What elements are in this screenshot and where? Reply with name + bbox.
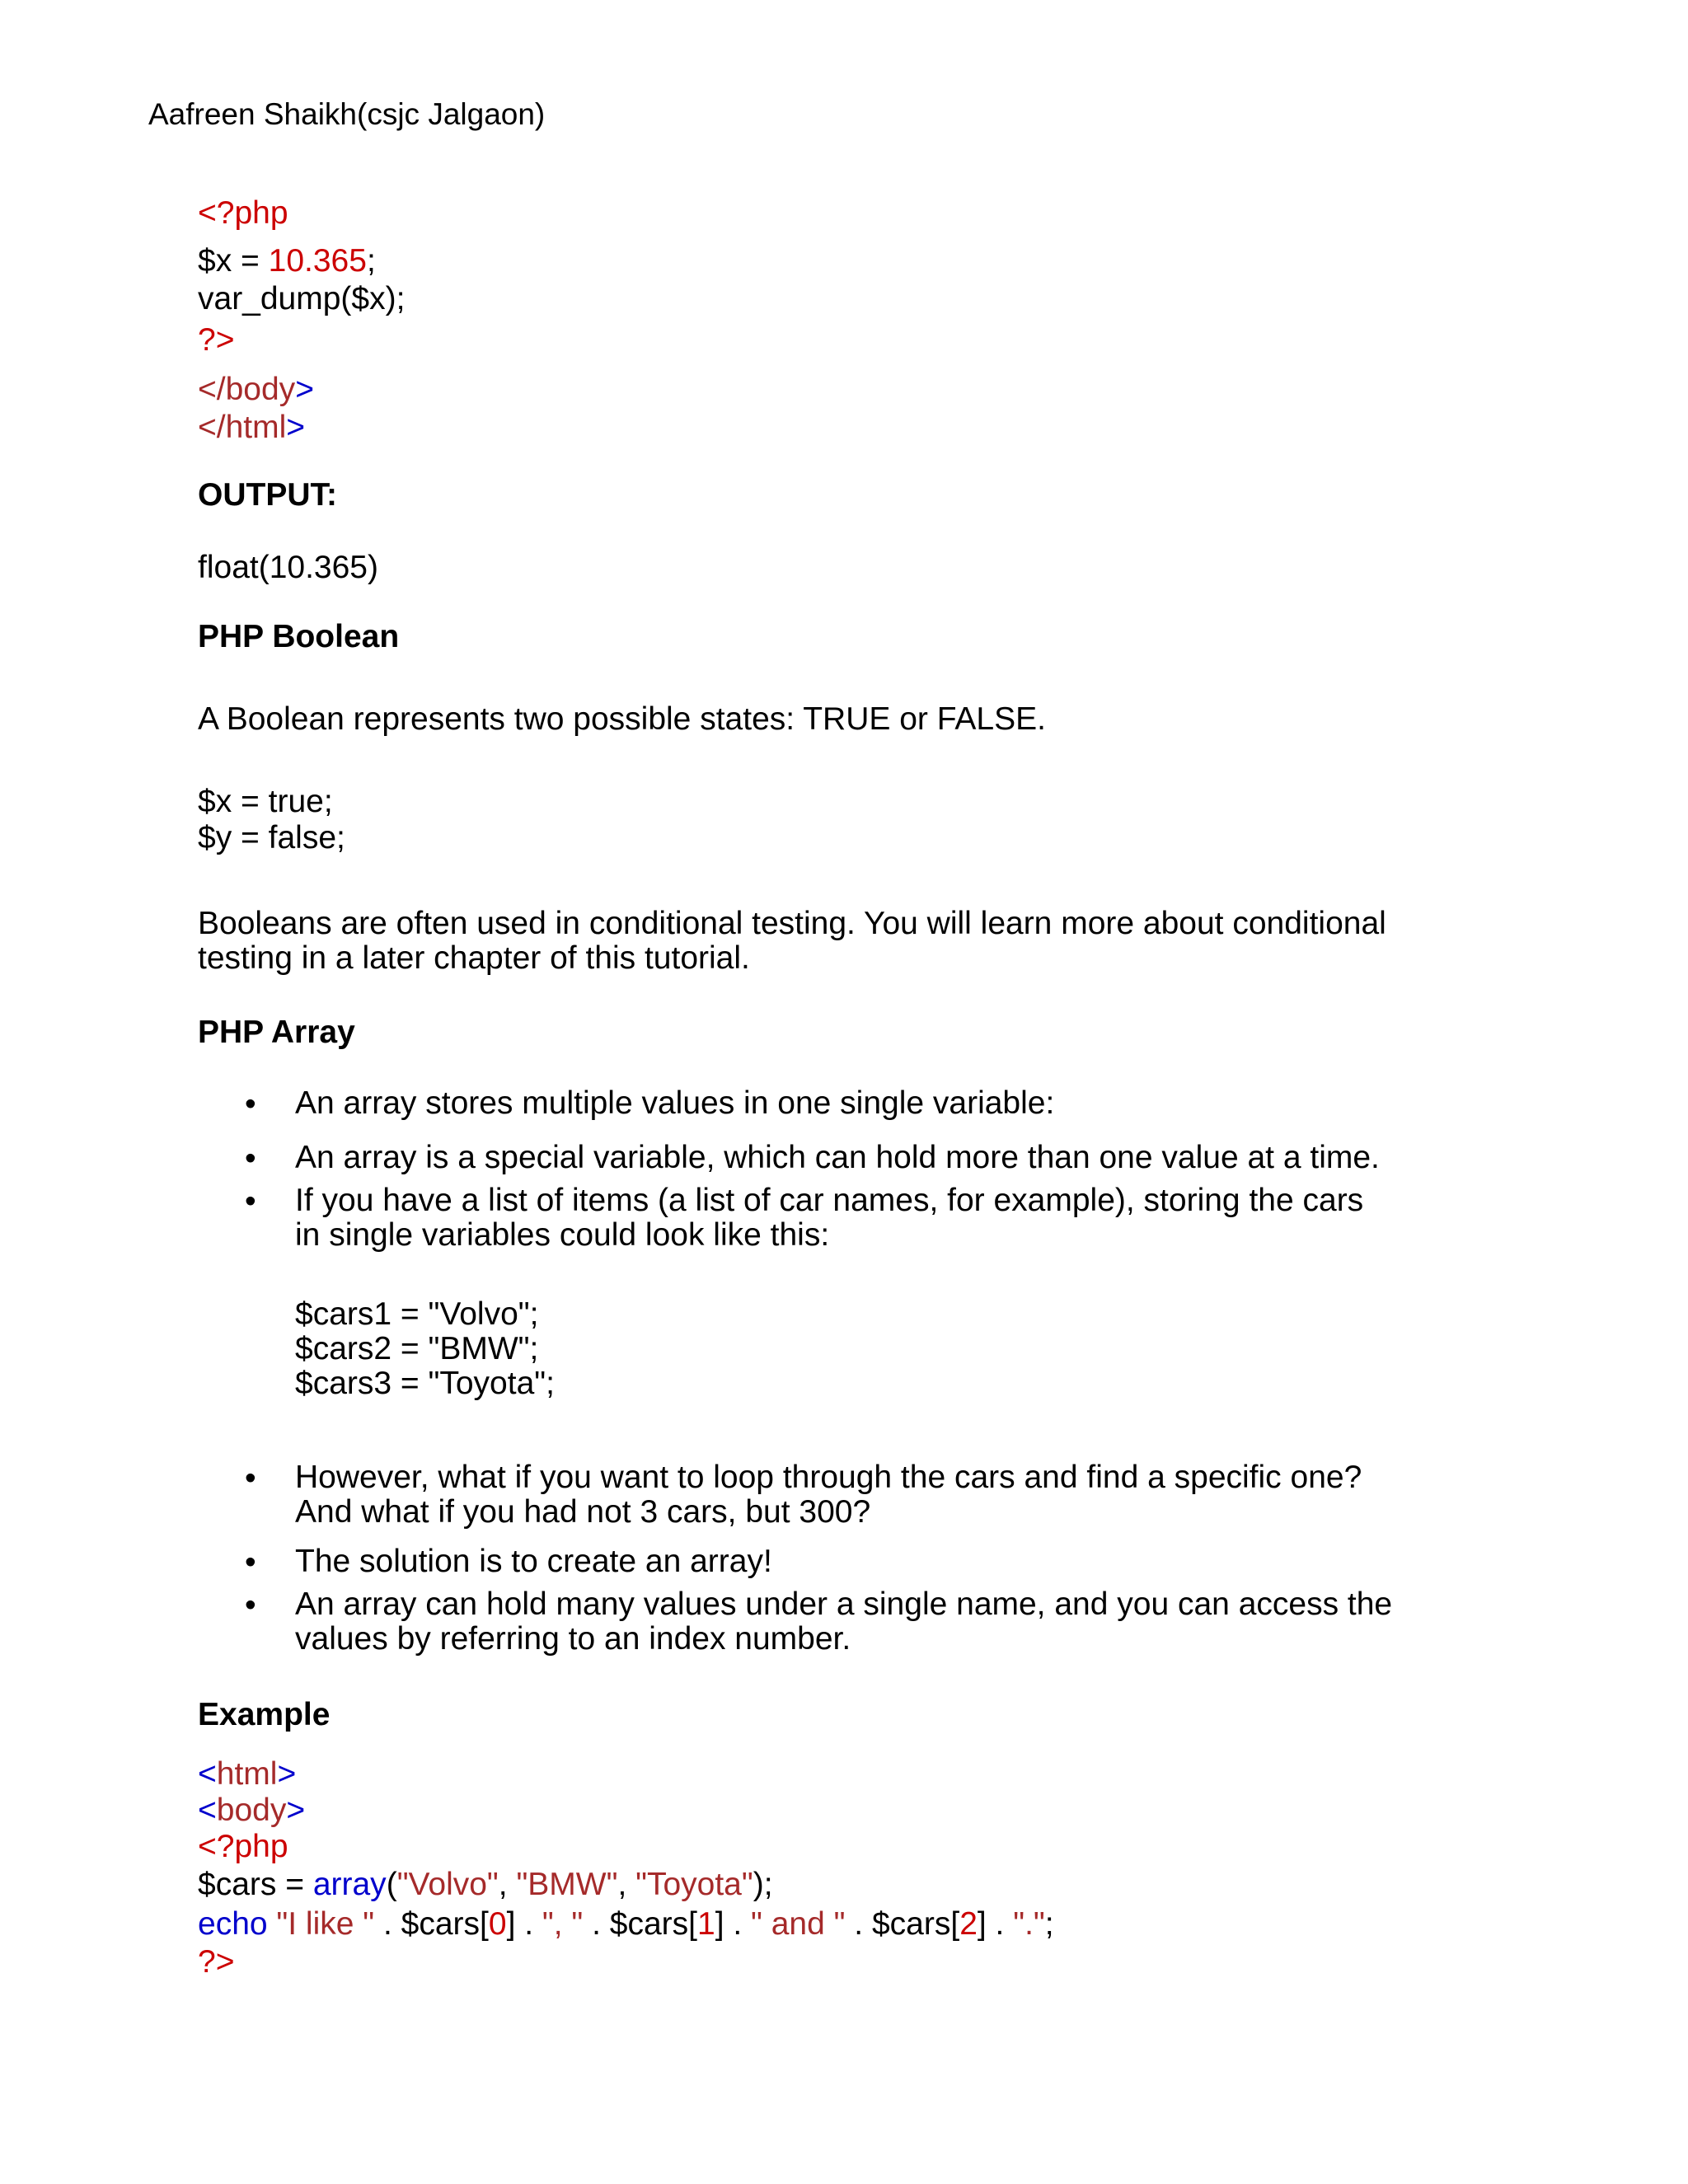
bullet-marker: • (245, 1544, 256, 1580)
code-token: $cars = (198, 1867, 313, 1902)
boolean-code-line: $y = false; (198, 820, 345, 855)
tag-bracket: > (277, 1756, 297, 1792)
tag-bracket: < (198, 1793, 217, 1828)
boolean-note: Booleans are often used in conditional testing. You will learn more about conditional (198, 906, 1386, 941)
code-token: ] . (715, 1906, 752, 1942)
bullet-marker: • (245, 1086, 256, 1122)
code-token: $x = (198, 243, 269, 279)
tag-bracket: > (295, 372, 314, 407)
tag-token: </html (198, 410, 287, 445)
code-token-string: "Toyota" (635, 1867, 753, 1902)
code-token: ); (753, 1867, 773, 1902)
cars-code-line: $cars1 = "Volvo"; (295, 1296, 539, 1332)
code-token-string: "I like " (267, 1906, 375, 1942)
bullet-text: However, what if you want to loop through the cars and find a specific one? (295, 1460, 1362, 1495)
array-heading: PHP Array (198, 1015, 355, 1050)
code-token-function: array (312, 1867, 387, 1902)
code-token: . $cars[ (845, 1906, 960, 1942)
bullet-marker: • (245, 1141, 256, 1176)
code-token-keyword: echo (198, 1906, 268, 1942)
boolean-code-line: $x = true; (198, 784, 333, 819)
php-open-tag: <?php (198, 195, 288, 231)
code-token: ; (366, 243, 376, 279)
tag-token: html (216, 1756, 278, 1792)
bullet-text-continued: values by referring to an index number. (295, 1621, 851, 1657)
bullet-marker: • (245, 1183, 256, 1219)
bullet-text: An array is a special variable, which can hold more than one value at a time. (295, 1140, 1380, 1175)
example-code-echo-line (198, 1907, 1054, 1943)
code-token: ( (386, 1867, 397, 1902)
code-line-x-assign (198, 244, 376, 279)
code-token-string: ", " (542, 1906, 584, 1942)
code-token-number: 10.365 (268, 243, 367, 279)
example-code-body-open (198, 1793, 305, 1829)
code-token-number: 1 (696, 1906, 715, 1942)
tag-bracket: > (286, 410, 306, 445)
tag-bracket: > (286, 1793, 306, 1828)
example-php-open: <?php (198, 1829, 288, 1864)
boolean-note: testing in a later chapter of this tutorial. (198, 940, 750, 976)
code-token-string: "." (1013, 1906, 1045, 1942)
code-token: ] . (506, 1906, 542, 1942)
bullet-text: The solution is to create an array! (295, 1544, 772, 1579)
code-line-var-dump: var_dump($x); (198, 281, 406, 316)
example-code-html-open (198, 1757, 296, 1793)
code-token: , (617, 1867, 636, 1902)
example-php-close: ?> (198, 1944, 235, 1980)
code-token: . $cars[ (583, 1906, 697, 1942)
bullet-marker: • (245, 1460, 256, 1496)
php-close-tag: ?> (198, 322, 235, 358)
boolean-heading: PHP Boolean (198, 619, 400, 654)
code-line-body-close (198, 373, 314, 408)
author-header: Aafreen Shaikh(csjc Jalgaon) (148, 97, 546, 131)
code-token-number: 2 (959, 1906, 978, 1942)
output-value: float(10.365) (198, 550, 378, 585)
code-token-number: 0 (488, 1906, 507, 1942)
example-code-array-line (198, 1868, 773, 1903)
tag-token: body (216, 1793, 287, 1828)
bullet-text: An array can hold many values under a single name, and you can access the (295, 1586, 1393, 1622)
example-heading: Example (198, 1697, 331, 1732)
output-heading: OUTPUT: (198, 477, 337, 513)
code-token-string: "Volvo" (396, 1867, 499, 1902)
code-token: ] . (977, 1906, 1014, 1942)
code-token-string: "BMW" (516, 1867, 618, 1902)
bullet-text-continued: And what if you had not 3 cars, but 300? (295, 1494, 871, 1530)
bullet-marker: • (245, 1587, 256, 1623)
code-token-string: " and " (751, 1906, 846, 1942)
code-token: , (498, 1867, 517, 1902)
cars-code-line: $cars2 = "BMW"; (295, 1331, 539, 1366)
bullet-text-continued: in single variables could look like this: (295, 1217, 830, 1253)
bullet-text: An array stores multiple values in one single variable: (295, 1085, 1055, 1121)
cars-code-line: $cars3 = "Toyota"; (295, 1366, 555, 1401)
tag-bracket: < (198, 1756, 217, 1792)
code-token: ; (1044, 1906, 1054, 1942)
code-line-html-close (198, 410, 305, 446)
code-token: . $cars[ (374, 1906, 489, 1942)
bullet-text: If you have a list of items (a list of car names, for example), storing the cars (295, 1183, 1364, 1218)
tag-token: </body (198, 372, 296, 407)
boolean-description: A Boolean represents two possible states: TRUE or FALSE. (198, 701, 1046, 737)
